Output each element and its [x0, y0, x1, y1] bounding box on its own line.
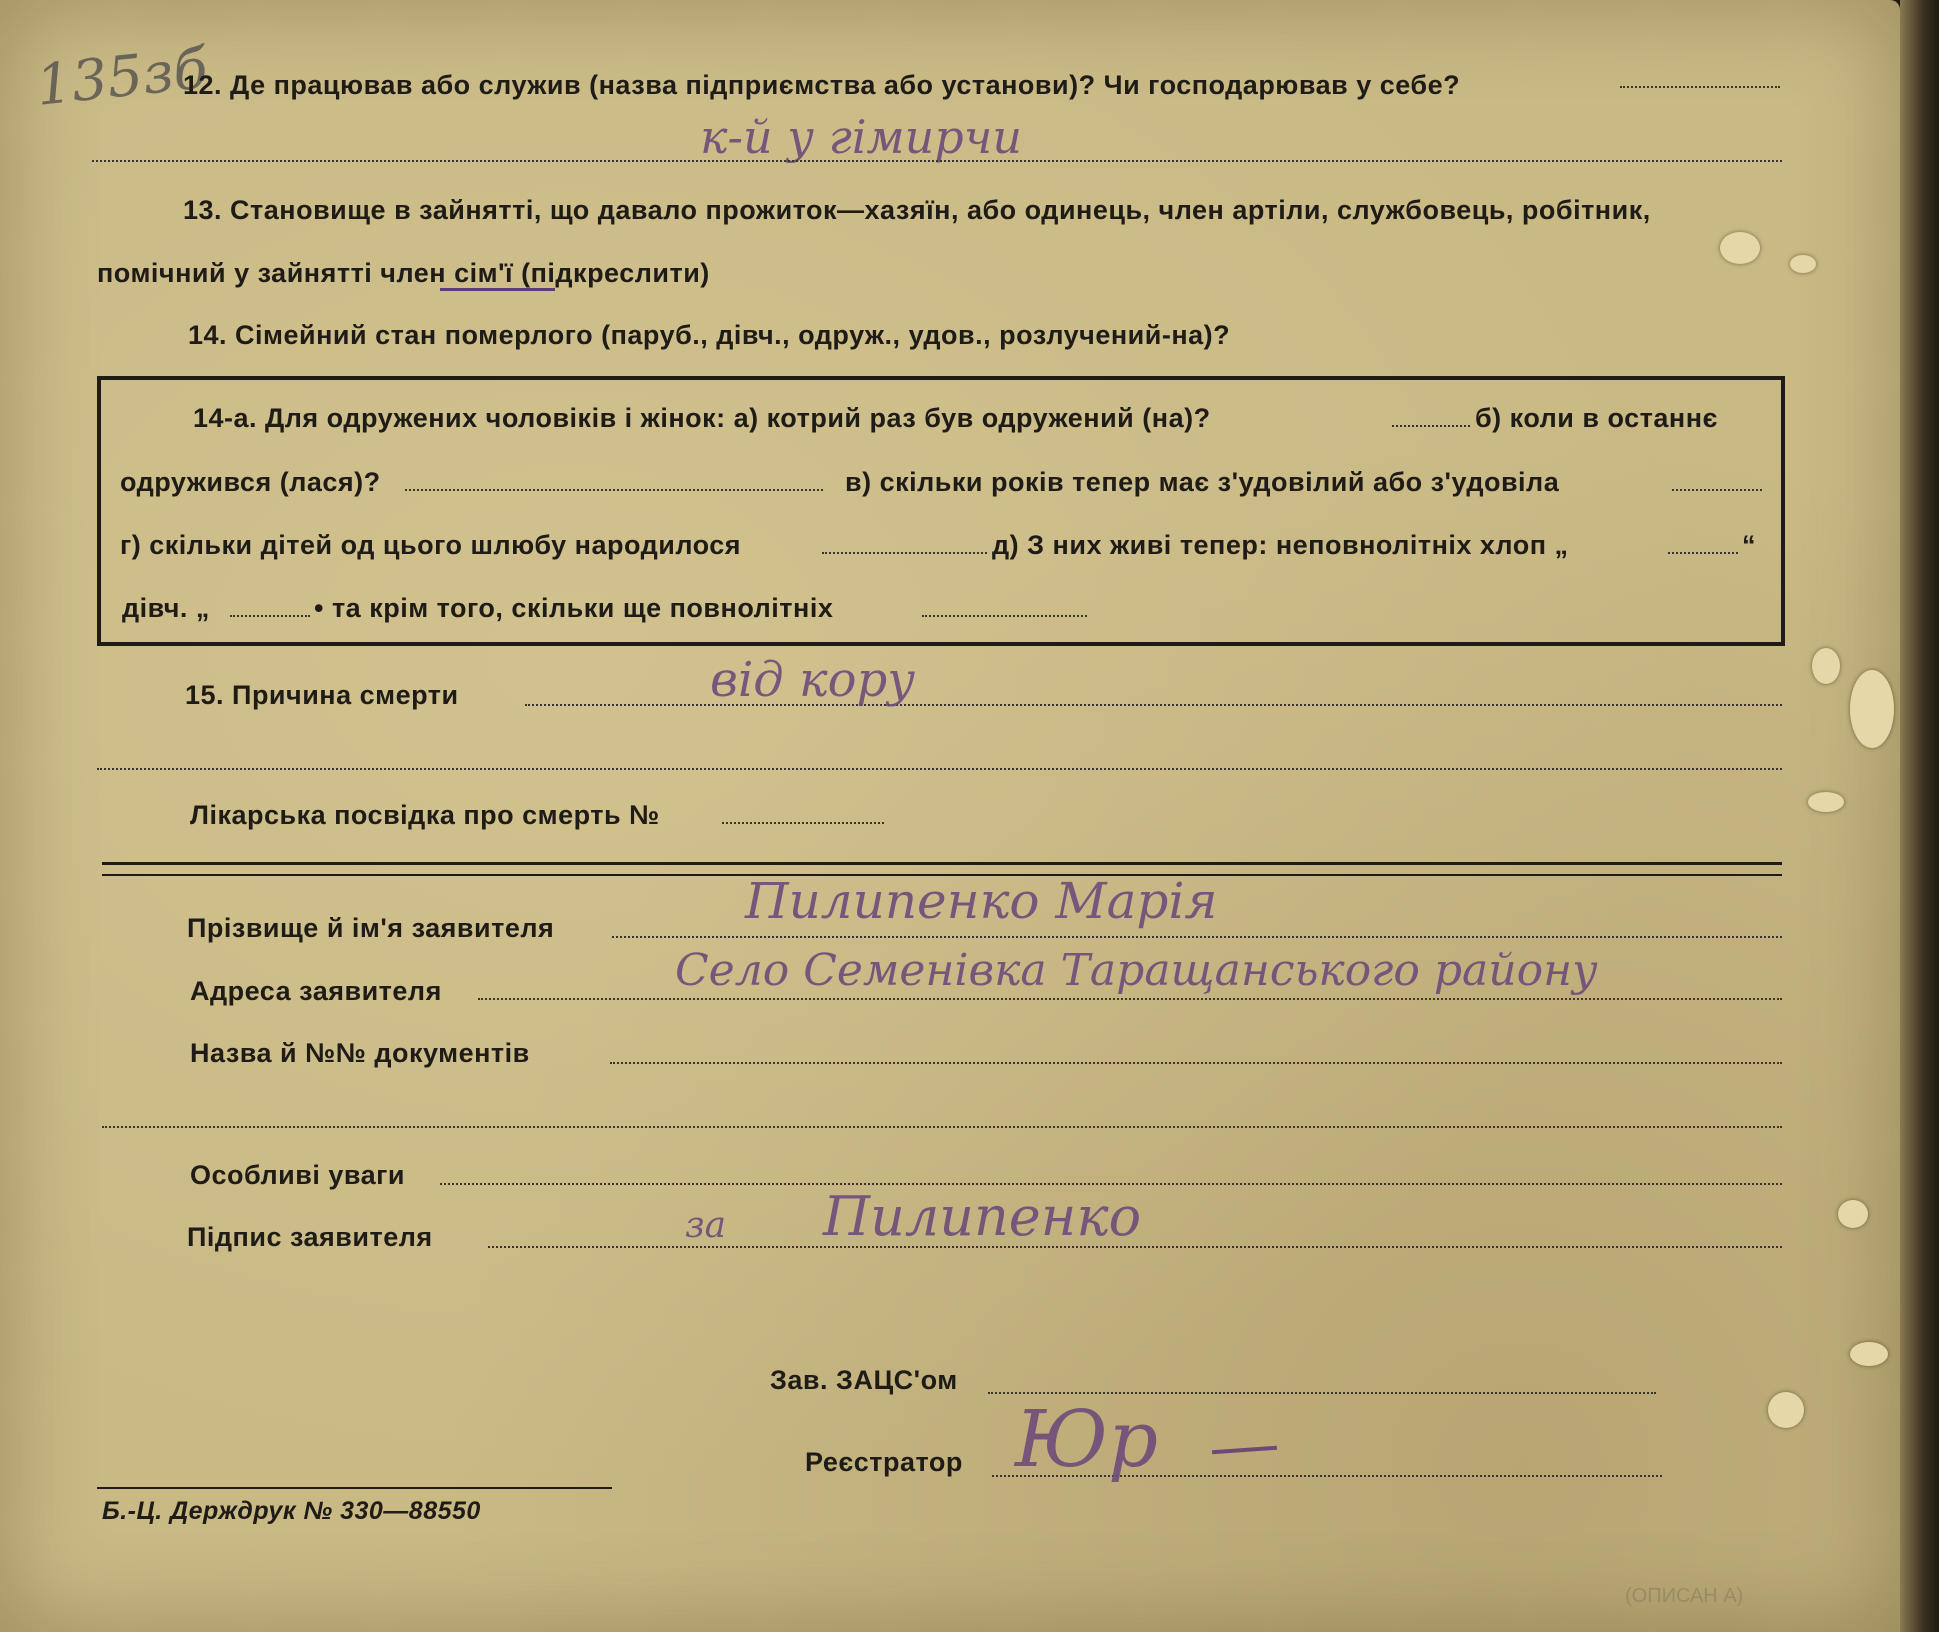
applicant-name-value: Пилипенко Марія — [745, 872, 1218, 930]
registrar-label: Реєстратор — [805, 1447, 963, 1477]
archive-number: 135зб — [33, 36, 211, 119]
q13-underline-mark — [440, 288, 555, 291]
applicant-signature-value: Пилипенко — [823, 1185, 1142, 1248]
punch-hole — [1812, 648, 1840, 684]
medical-certificate-line — [722, 822, 884, 824]
q14a-fill-f — [230, 615, 310, 617]
zags-head-line — [988, 1392, 1656, 1394]
applicant-name-line — [612, 936, 1782, 938]
section-divider-top — [102, 862, 1782, 865]
applicant-address-line — [478, 998, 1782, 1000]
q14a-line4-a: дівч. „ — [122, 593, 210, 623]
registrar-signature-stroke — [1212, 1446, 1277, 1455]
q14a-line2-b: в) скільки років тепер має з'удовілий або з'удовіла — [845, 467, 1560, 497]
applicant-signature-label: Підпис заявителя — [187, 1222, 433, 1252]
q14a-fill-g — [922, 615, 1087, 617]
q14-label: 14. Сімейний стан померлого (паруб., дівч., одруж., удов., розлучений-на)? — [188, 320, 1231, 350]
documents-line — [610, 1062, 1782, 1064]
applicant-name-label: Прізвище й ім'я заявителя — [187, 913, 555, 943]
q14a-line1-b: б) коли в останнє — [1475, 403, 1718, 433]
punch-hole — [1838, 1200, 1868, 1228]
q14a-fill-e — [1668, 552, 1738, 554]
applicant-signature-prefix: за — [685, 1205, 727, 1246]
zags-head-label: Зав. ЗАЦС'ом — [770, 1365, 958, 1395]
registrar-signature: Юр — [1015, 1395, 1159, 1485]
q13-label-line1: 13. Становище в зайнятті, що давало прожиток—хазяїн, або одинець, член артіли, службовець, робітник, — [183, 195, 1651, 225]
documents-label: Назва й №№ документів — [190, 1038, 530, 1068]
q12-label: 12. Де працював або служив (назва підприємства або установи)? Чи господарював у себе? — [183, 70, 1461, 100]
q14a-line3-a: г) скільки дітей од цього шлюбу народилося — [120, 530, 742, 560]
q14a-line4-b: • та крім того, скільки ще повнолітніх — [314, 593, 834, 623]
punch-hole — [1850, 670, 1894, 748]
punch-hole — [1768, 1392, 1804, 1428]
applicant-address-value: Село Семенівка Таращанського району — [675, 945, 1598, 996]
q15-answer: від кору — [710, 652, 916, 708]
q14a-line2-a: одружився (лася)? — [120, 467, 381, 497]
q14a-line3-b: д) З них живі тепер: неповнолітніх хлоп „ — [992, 530, 1569, 560]
page-edge-shadow — [1900, 0, 1939, 1632]
q14a-fill-a — [1392, 425, 1470, 427]
archive-stamp: (ОПИСАН А) — [1625, 1585, 1744, 1607]
documents-extra-line — [102, 1126, 1782, 1128]
punch-hole — [1850, 1342, 1888, 1366]
printer-imprint: Б.-Ц. Держдрук № 330—88550 — [102, 1497, 481, 1525]
punch-hole — [1808, 792, 1844, 812]
q15-label: 15. Причина смерти — [185, 680, 459, 710]
q12-fill-line — [1620, 86, 1780, 88]
q15-extra-line — [97, 768, 1782, 770]
q12-answer: к-й у гімирчи — [700, 110, 1022, 164]
q14a-fill-c — [1672, 489, 1762, 491]
q12-answer-line — [92, 160, 1782, 162]
special-notes-label: Особливі уваги — [190, 1160, 405, 1190]
punch-hole — [1790, 255, 1816, 273]
imprint-rule — [97, 1487, 612, 1489]
applicant-address-label: Адреса заявителя — [190, 976, 442, 1006]
punch-hole — [1720, 232, 1760, 264]
medical-certificate-label: Лікарська посвідка про смерть № — [190, 800, 660, 830]
q14a-line3-end: “ — [1742, 530, 1756, 560]
q14a-fill-d — [822, 552, 987, 554]
q13-label-line2: помічний у зайнятті член сім'ї (підкреслити) — [97, 258, 710, 288]
q14a-line1: 14-а. Для одружених чоловіків і жінок: а) котрий раз був одружений (на)? — [193, 403, 1211, 433]
q14a-fill-b — [405, 489, 823, 491]
